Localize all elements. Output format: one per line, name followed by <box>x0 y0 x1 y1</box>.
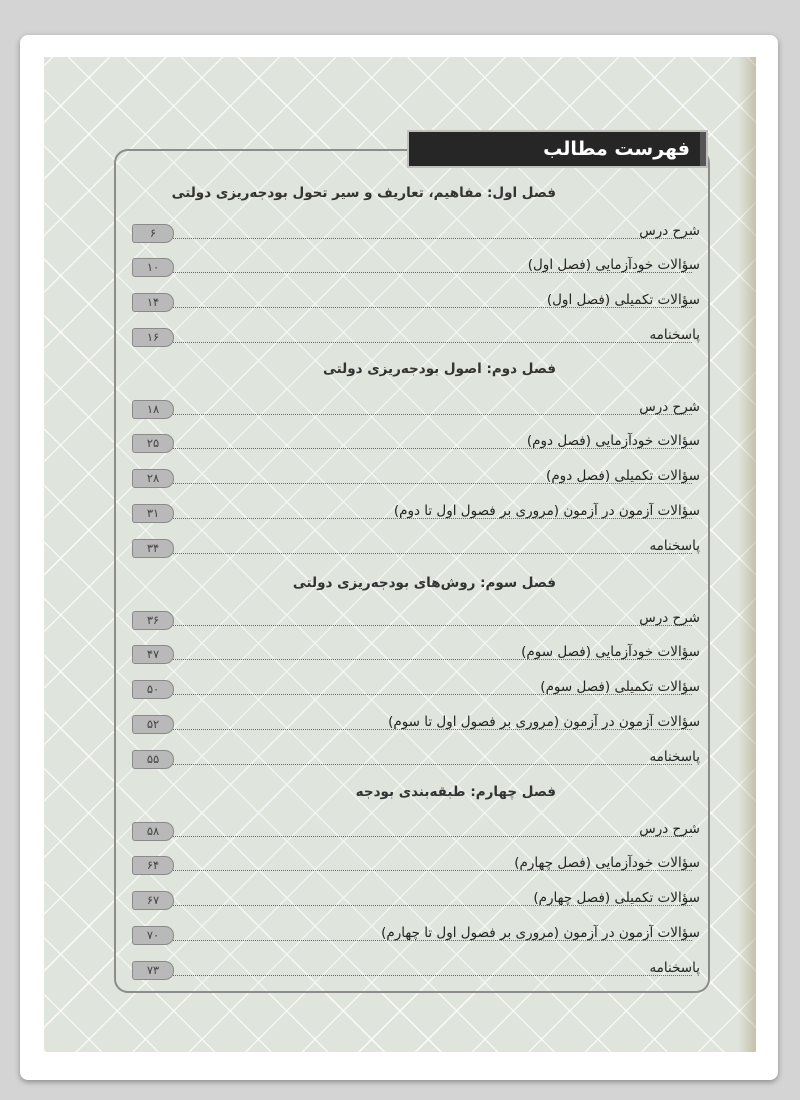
page-number-tab: ۶ <box>132 224 174 243</box>
dot-leader <box>162 553 692 554</box>
dot-leader <box>162 625 692 626</box>
scanned-page <box>44 57 756 1052</box>
toc-entry[interactable] <box>132 503 700 527</box>
entry-label: سؤالات تکمیلی (فصل اول) <box>546 292 700 308</box>
toc-entry[interactable] <box>132 433 700 457</box>
chapter-4-title: فصل چهارم: طبقه‌بندی بودجه <box>355 784 556 800</box>
entry-label: سؤالات آزمون در آزمون (مروری بر فصول اول تا دوم) <box>393 503 700 519</box>
toc-entry[interactable] <box>132 257 700 281</box>
toc-entry[interactable] <box>132 538 700 562</box>
chapter-3-title: فصل سوم: روش‌های بودجه‌ریزی دولتی <box>292 575 556 591</box>
page-number-tab: ۲۵ <box>132 434 174 453</box>
entry-label: سؤالات تکمیلی (فصل چهارم) <box>533 890 700 906</box>
page-number-tab: ۲۸ <box>132 469 174 488</box>
toc-entry[interactable] <box>132 679 700 703</box>
entry-label: سؤالات خودآزمایی (فصل چهارم) <box>514 855 700 871</box>
dot-leader <box>162 414 692 415</box>
toc-entry[interactable] <box>132 960 700 984</box>
dot-leader <box>162 238 692 239</box>
toc-entry[interactable] <box>132 644 700 668</box>
entry-label: سؤالات خودآزمایی (فصل دوم) <box>526 433 700 449</box>
page-number-tab: ۱۴ <box>132 293 174 312</box>
entry-label: سؤالات آزمون در آزمون (مروری بر فصول اول تا چهارم) <box>381 925 700 941</box>
page-number-tab: ۳۶ <box>132 611 174 630</box>
chapter-1-title: فصل اول: مفاهیم، تعاریف و سیر تحول بودجه‌ریزی دولتی <box>171 185 556 201</box>
entry-label: سؤالات تکمیلی (فصل دوم) <box>546 468 700 484</box>
toc-entry[interactable] <box>132 399 700 423</box>
entry-label: سؤالات خودآزمایی (فصل سوم) <box>521 644 700 660</box>
dot-leader <box>162 836 692 837</box>
entry-label: سؤالات آزمون در آزمون (مروری بر فصول اول تا سوم) <box>388 714 700 730</box>
toc-entry[interactable] <box>132 821 700 845</box>
page-number-tab: ۱۸ <box>132 400 174 419</box>
page-number-tab: ۶۷ <box>132 891 174 910</box>
toc-title: فهرست مطالب <box>409 132 706 166</box>
entry-label: شرح درس <box>639 821 700 837</box>
entry-label: پاسخنامه <box>649 960 700 976</box>
toc-entry[interactable] <box>132 610 700 634</box>
toc-entry[interactable] <box>132 890 700 914</box>
toc-entry[interactable] <box>132 292 700 316</box>
page-number-tab: ۶۴ <box>132 856 174 875</box>
toc-entry[interactable] <box>132 925 700 949</box>
toc-entry[interactable] <box>132 468 700 492</box>
page-number-tab: ۳۴ <box>132 539 174 558</box>
entry-label: سؤالات تکمیلی (فصل سوم) <box>540 679 700 695</box>
dot-leader <box>162 764 692 765</box>
page-number-tab: ۴۷ <box>132 645 174 664</box>
page-number-tab: ۵۸ <box>132 822 174 841</box>
entry-label: شرح درس <box>639 223 700 239</box>
entry-label: سؤالات خودآزمایی (فصل اول) <box>527 257 700 273</box>
entry-label: پاسخنامه <box>649 327 700 343</box>
page-number-tab: ۷۰ <box>132 926 174 945</box>
page-number-tab: ۳۱ <box>132 504 174 523</box>
toc-entry[interactable] <box>132 855 700 879</box>
toc-entry[interactable] <box>132 714 700 738</box>
entry-label: شرح درس <box>639 610 700 626</box>
page-number-tab: ۷۳ <box>132 961 174 980</box>
toc-entry[interactable] <box>132 749 700 773</box>
dot-leader <box>162 342 692 343</box>
toc-entry[interactable] <box>132 223 700 247</box>
entry-label: شرح درس <box>639 399 700 415</box>
dot-leader <box>162 975 692 976</box>
entry-label: پاسخنامه <box>649 538 700 554</box>
page-edge-shadow <box>738 57 756 1052</box>
entry-label: پاسخنامه <box>649 749 700 765</box>
chapter-2-title: فصل دوم: اصول بودجه‌ریزی دولتی <box>322 361 556 377</box>
page-number-tab: ۵۵ <box>132 750 174 769</box>
page-number-tab: ۵۰ <box>132 680 174 699</box>
page-number-tab: ۵۲ <box>132 715 174 734</box>
page-number-tab: ۱۶ <box>132 328 174 347</box>
page-number-tab: ۱۰ <box>132 258 174 277</box>
toc-entry[interactable] <box>132 327 700 351</box>
